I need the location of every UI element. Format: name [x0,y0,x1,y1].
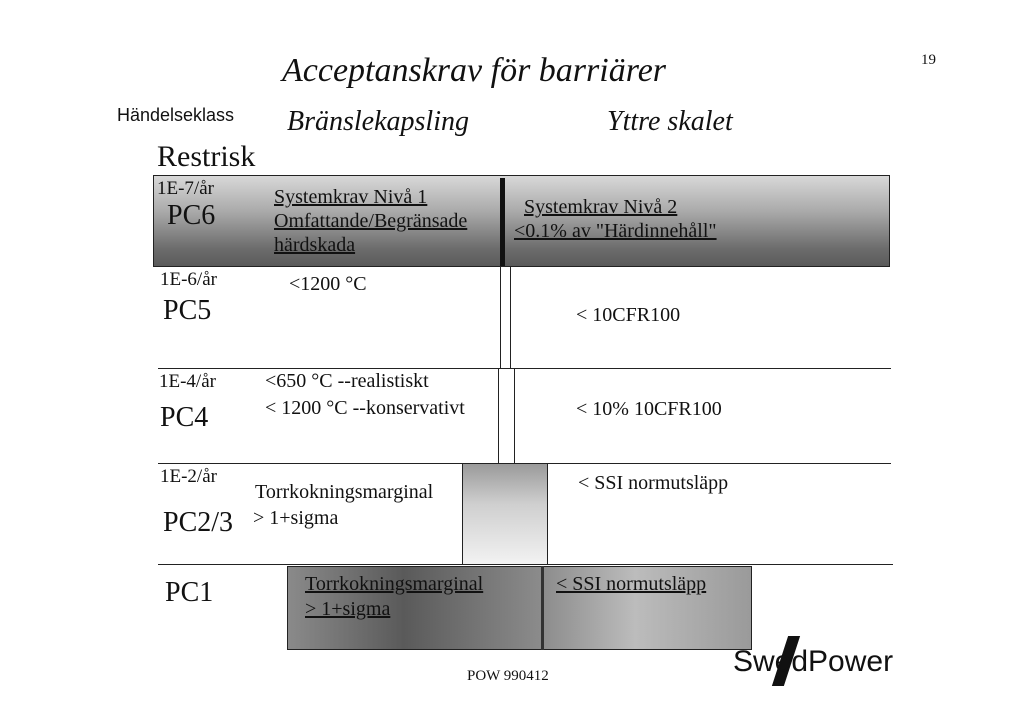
pc23-class-label: PC2/3 [163,507,234,538]
pc6-fuel-requirement-line1: Systemkrav Nivå 1 [274,186,428,208]
pc6-column-divider [500,178,505,266]
pc4-class-label: PC4 [160,402,209,433]
pc1-fuel-requirement-line2: > 1+sigma [305,598,391,620]
pc1-column-divider [541,566,544,650]
barrier-bar-pc5 [500,266,511,370]
row-divider [158,368,891,369]
pc6-shell-requirement-line1: Systemkrav Nivå 2 [524,196,678,218]
event-class-label: Händelseklass [117,105,235,125]
barrier-bar-pc23 [462,463,548,565]
row-divider [153,266,889,267]
pc5-shell-requirement: < 10CFR100 [576,304,681,326]
pc23-fuel-requirement-line2: > 1+sigma [253,507,339,529]
column-header-outer-shell: Yttre skalet [607,106,733,137]
column-header-fuel-cladding: Bränslekapsling [287,106,469,137]
page-number: 19 [921,52,936,68]
pc4-fuel-requirement-line2: < 1200 °C --konservativt [265,397,465,419]
pc4-fuel-requirement-line1: <650 °C --realistiskt [265,370,429,392]
barrier-bar-pc4 [498,368,515,465]
pc4-shell-requirement: < 10% 10CFR100 [576,398,722,420]
pc5-fuel-requirement: <1200 °C [289,273,367,295]
pc1-fuel-requirement-line1: Torrkokningsmarginal [305,573,484,595]
pc6-class-label: PC6 [167,200,216,231]
residual-risk-label: Restrisk [157,140,256,173]
pc5-frequency: 1E-6/år [160,269,217,290]
pc23-fuel-requirement-line1: Torrkokningsmarginal [255,481,434,503]
document-code: POW 990412 [467,668,549,684]
pc5-class-label: PC5 [163,295,212,326]
pc1-shell-requirement: < SSI normutsläpp [556,573,707,595]
pc6-frequency: 1E-7/år [157,178,214,199]
pc1-class-label: PC1 [165,577,214,608]
pc6-fuel-requirement-line3: härdskada [274,234,356,256]
pc6-fuel-requirement-line2: Omfattande/Begränsade [274,210,468,232]
swedpower-logo: SwedPower [733,645,894,678]
pc23-frequency: 1E-2/år [160,466,217,487]
pc6-shell-requirement-line2: <0.1% av "Härdinnehåll" [514,220,717,242]
pc23-shell-requirement: < SSI normutsläpp [578,472,729,494]
page-title: Acceptanskrav för barriärer [282,52,667,89]
pc4-frequency: 1E-4/år [159,371,216,392]
